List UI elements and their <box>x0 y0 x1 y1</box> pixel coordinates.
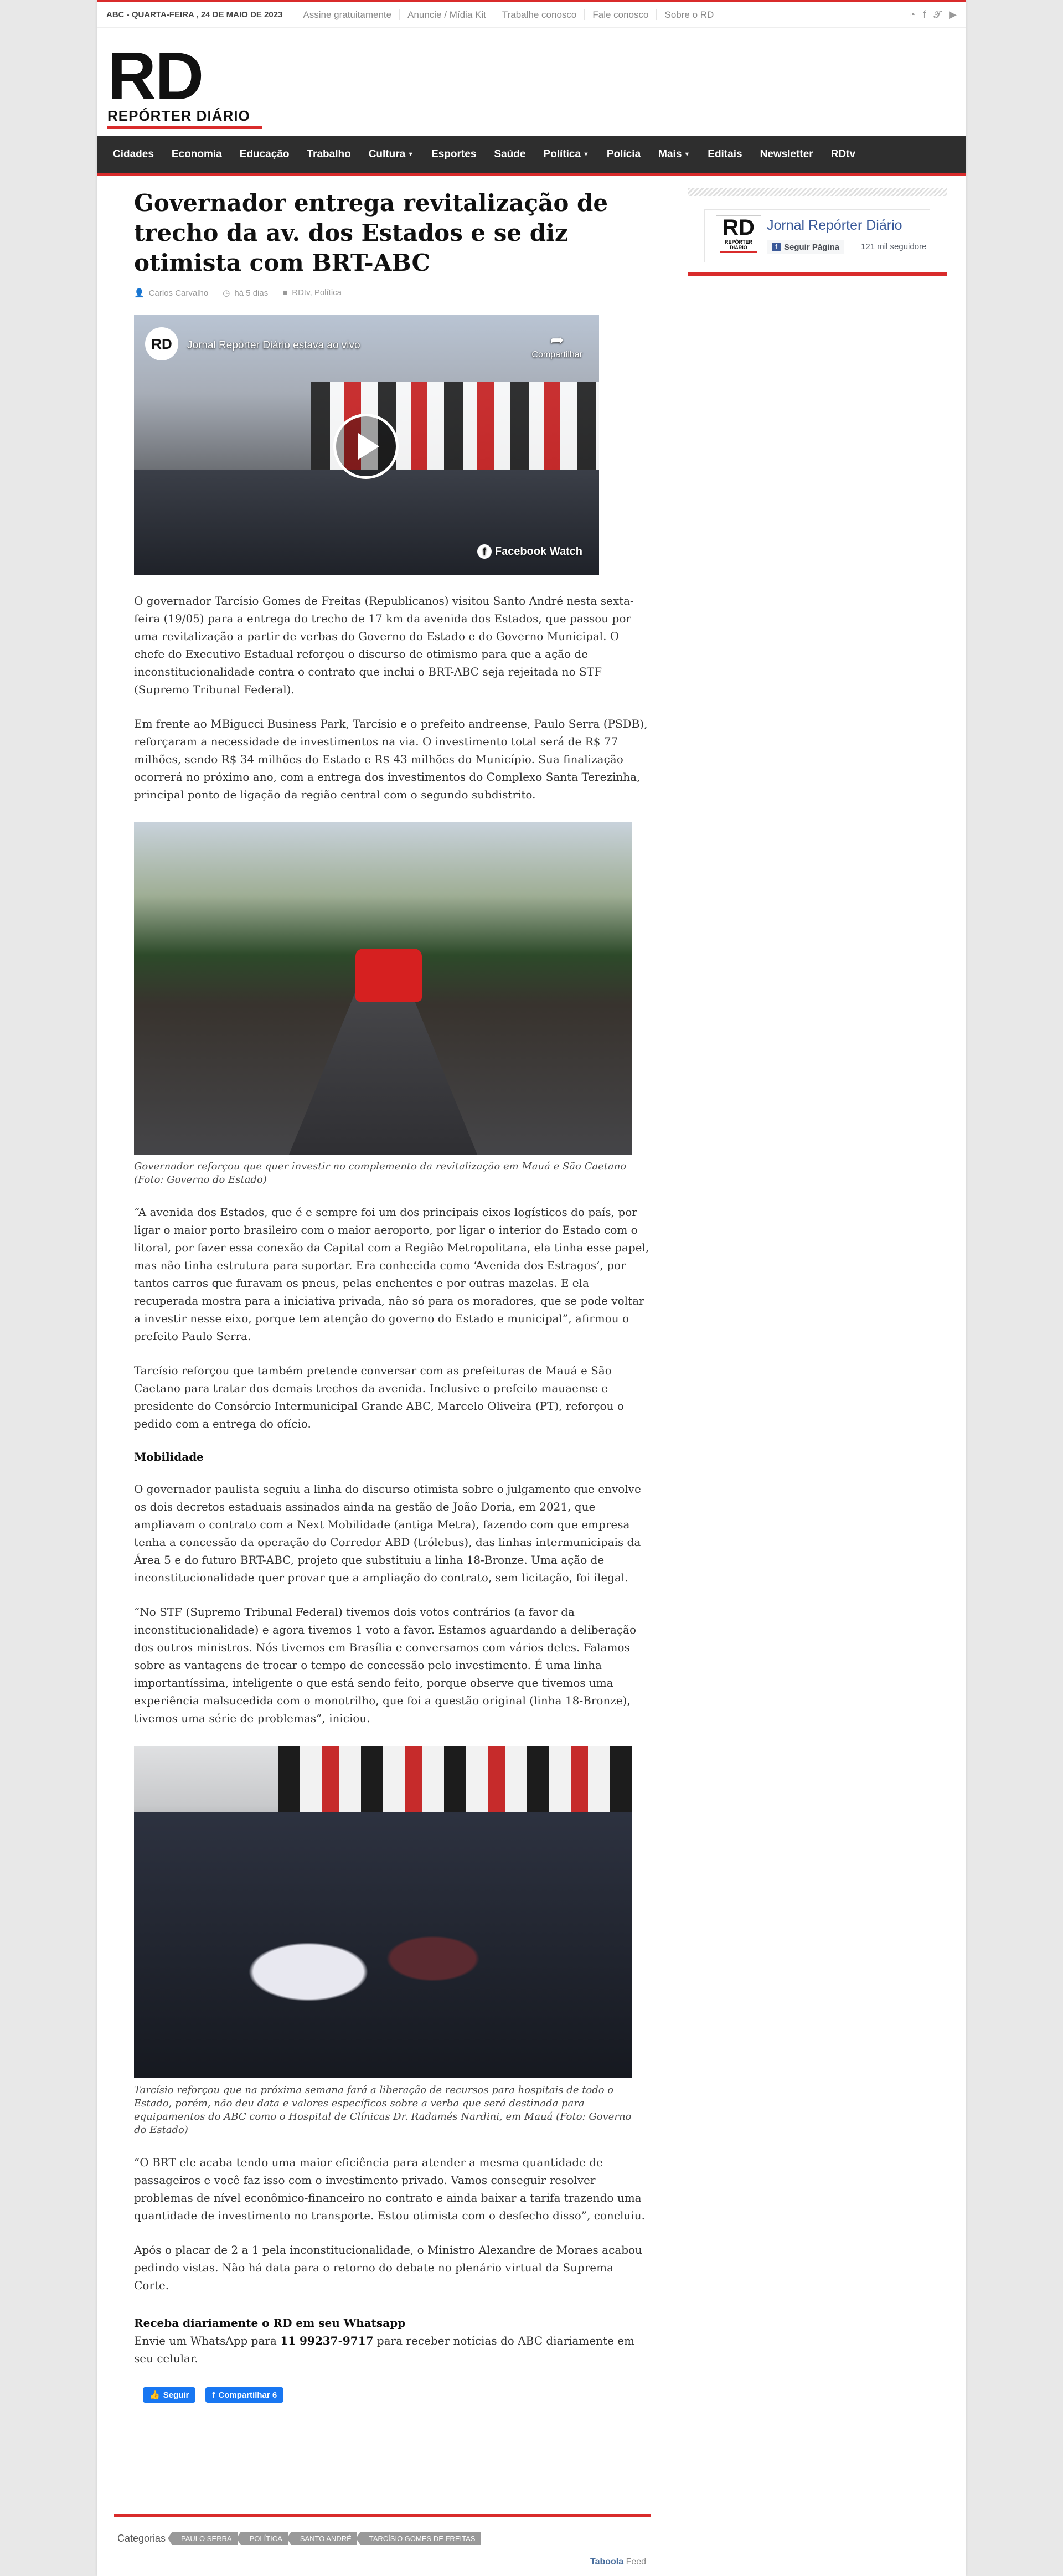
current-date: ABC - QUARTA-FEIRA , 24 DE MAIO DE 2023 <box>106 10 295 19</box>
sidebar-accent-line <box>688 272 947 276</box>
facebook-share-button[interactable] <box>205 2387 283 2403</box>
nav-item-mais[interactable] <box>649 136 699 173</box>
paragraph: Em frente ao MBigucci Business Park, Tarcísio e o prefeito andreense, Paulo Serra (PSDB), reforçaram a necessidade de investimentos na via. O investimento total será de R$ 77 milhões, sendo R$ 34 milhões do Estado e R$ 43 milhões do Município. Sua finalização ocorrerá no próximo ano, com a entrega dos investimentos do Complexo Santa Terezinha, principal ponto de ligação da região central com o segundo subdistrito. <box>134 717 648 801</box>
nav-item-trabalho[interactable] <box>298 136 360 173</box>
red-car-shape <box>355 949 422 1002</box>
tag-politica[interactable]: POLÍTICA <box>241 2532 288 2545</box>
facebook-video-embed[interactable] <box>134 315 599 575</box>
chevron-down-icon: ▼ <box>407 151 414 158</box>
facebook-icon: f <box>477 544 492 559</box>
facebook-page-widget[interactable] <box>704 209 930 262</box>
whatsapp-number[interactable]: 11 99237-9717 <box>280 2334 374 2347</box>
like-label: Seguir <box>163 2390 189 2400</box>
article-author[interactable] <box>134 288 208 298</box>
nav-item-cidades[interactable] <box>104 136 163 173</box>
play-button[interactable] <box>333 414 399 479</box>
play-icon <box>358 433 379 460</box>
nav-item-label: Educação <box>239 148 290 160</box>
watch-label: Facebook Watch <box>494 545 582 558</box>
nav-item-label: Newsletter <box>760 148 813 160</box>
facebook-icon: f <box>212 2390 215 2400</box>
tag-tarcisio[interactable]: TARCÍSIO GOMES DE FREITAS <box>360 2532 481 2545</box>
nav-item-label: Economia <box>171 148 222 160</box>
nav-item-label: Cidades <box>113 148 154 160</box>
page <box>97 0 966 2576</box>
main-nav <box>97 136 966 176</box>
article-body <box>134 592 660 803</box>
share-count-label: Compartilhar 6 <box>218 2390 277 2400</box>
follow-page-button[interactable] <box>767 240 844 254</box>
logo-underline <box>107 126 262 129</box>
video-share-button[interactable] <box>532 331 582 360</box>
tags-label: Categorias <box>117 2532 166 2544</box>
photo-caption: Tarcísio reforçou que na próxima semana fará a liberação de recursos para hospitais de todo o Estado, porém, não deu data e valores específicos sobre a verba que será destinada para equipamentos do ABC como o Hospital de Clínicas Dr. Radamés Nardini, em Mauá (Foto: Governo do Estado) <box>134 2084 632 2136</box>
top-link-about[interactable]: Sobre o RD <box>664 9 714 20</box>
nav-item-label: Editais <box>708 148 742 160</box>
top-links <box>295 9 721 20</box>
top-bar <box>97 2 966 28</box>
photo-caption: Governador reforçou que quer investir no complemento da revitalização em Mauá e São Caetano (Foto: Governo do Estado) <box>134 1161 627 1186</box>
clock-icon: ◷ <box>223 288 230 298</box>
sidebar-stripe <box>688 188 947 196</box>
paragraph: Tarcísio reforçou que também pretende conversar com as prefeituras de Mauá e São Caetano para tratar dos demais trechos da avenida. Inclusive o prefeito mauaense e presidente do Consórcio Intermunicipal Grande ABC, Marcelo Oliveira (PT), reforçou o pedido com a entrega do ofício. <box>134 1364 624 1430</box>
time-text: há 5 dias <box>234 288 269 298</box>
paragraph: O governador Tarcísio Gomes de Freitas (Republicanos) visitou Santo André nesta sexta-feira (19/05) para a entrega do trecho de 17 km da avenida dos Estados, que passou por uma revitalização a partir de verbas do Governo do Estado e do Governo Municipal. O chefe do Executivo Estadual reforçou o discurso de otimismo para que a ação de inconstitucionalidade contra o contrato que inclui o BRT-ABC seja rejeitada no STF (Supremo Tribunal Federal). <box>134 594 634 696</box>
paragraph: “No STF (Supremo Tribunal Federal) tivemos dois votos contrários (a favor da inconstitucionalidade) e agora tivemos 1 voto a favor. Estamos aguardando a deliberação dos outros ministros. Nós tivemos em Brasília e conversamos com vários deles. Falamos sobre as vantagens de trocar o tempo de concessão pelo investimento. É uma linha importantíssima, inteligente o que está sendo feito, porque observe que tivemos uma experiência malsucedida com o monotrilho, que foi a questão original (linha 18-Bronze), tivemos uma série de problemas”, iniciou. <box>134 1605 637 1725</box>
social-buttons <box>143 2387 660 2403</box>
section-heading: Mobilidade <box>134 1450 204 1464</box>
logo-mark: RD <box>107 38 203 114</box>
video-channel-title[interactable]: Jornal Repórter Diário estava ao vivo <box>187 339 360 351</box>
nav-item-saude[interactable] <box>485 136 534 173</box>
thumbs-up-icon: 👍 <box>149 2390 160 2400</box>
channel-avatar[interactable]: RD <box>145 327 178 360</box>
site-logo[interactable] <box>107 38 268 126</box>
nav-item-label: Cultura <box>368 148 406 160</box>
paragraph: “O BRT ele acaba tendo uma maior eficiência para atender a mesma quantidade de passageiros e você faz isso com o investimento privado. Vamos conseguir resolver problemas de nível econômico-financeiro no contrato e ainda baixar a tarifa trazendo uma quantidade de investimento no transporte. Estou otimista com o desfecho disso”, concluiu. <box>134 2156 645 2222</box>
follow-label: Seguir Página <box>784 242 840 252</box>
author-name: Carlos Carvalho <box>148 288 209 298</box>
tag-santo-andre[interactable]: SANTO ANDRÉ <box>291 2532 357 2545</box>
facebook-watch-link[interactable] <box>477 544 582 559</box>
paragraph: “A avenida dos Estados, que é e sempre foi um dos principais eixos logísticos do país, por ligar o maior porto brasileiro com o maior aeroporto, por ligar o interior do Estado com o litoral, por fazer essa conexão da Capital com a Região Metropolitana, ela tinha esse papel, mas não tinha estrutura para suportar. Era conhecida como ‘Avenida dos Estragos’, por tantos carros que furavam os pneus, pelas enchentes e por outras mazelas. E ela recuperada mostra para a iniciativa privada, não só para os moradores, que se pode voltar a investir nesse eixo, porque tem atenção do governo do Estado e municipal”, afirmou o prefeito Paulo Serra. <box>134 1205 649 1343</box>
top-link-advertise[interactable]: Anuncie / Mídia Kit <box>400 9 494 20</box>
article-body <box>134 2153 660 2294</box>
photo-press-conference <box>134 1746 632 2078</box>
article-time <box>223 288 268 298</box>
nav-item-policia[interactable] <box>598 136 649 173</box>
avatar-subtitle: REPÓRTER DIÁRIO <box>724 239 752 250</box>
nav-item-newsletter[interactable] <box>751 136 822 173</box>
twitter-icon[interactable]: 𝓣 <box>933 9 942 20</box>
top-link-careers[interactable]: Trabalhe conosco <box>494 9 585 20</box>
avatar-mark: RD <box>723 215 755 240</box>
taboola-feed: Feed <box>626 2557 647 2567</box>
taboola-feed-label[interactable] <box>590 2557 646 2567</box>
tag-list <box>117 2532 481 2545</box>
folder-icon: ■ <box>282 288 288 297</box>
site-header <box>97 28 966 136</box>
followers-count: 121 mil seguidore <box>861 242 927 251</box>
nav-item-label: Mais <box>658 148 682 160</box>
nav-item-educacao[interactable] <box>231 136 298 173</box>
youtube-icon[interactable]: ▶ <box>949 9 957 20</box>
article-body <box>134 1203 660 1433</box>
paragraph: Após o placar de 2 a 1 pela inconstitucionalidade, o Ministro Alexandre de Moraes acabou pedindo vistas. Não há data para o retorno do debate no plenário virtual da Suprema Corte. <box>134 2243 642 2292</box>
article <box>134 188 660 2403</box>
whatsapp-heading: Receba diariamente o RD em seu Whatsapp <box>134 2316 406 2330</box>
avatar-underline <box>720 251 757 253</box>
whatsapp-post: para receber notícias do ABC diariamente em seu celular. <box>134 2334 635 2365</box>
photo-avenue <box>134 822 632 1155</box>
article-footer-rule <box>114 2514 651 2517</box>
share-icon: ➦ <box>550 331 564 349</box>
article-body <box>134 1480 660 1727</box>
sidebar <box>688 188 947 276</box>
categories-text: RDtv, Política <box>292 288 342 297</box>
nav-item-politica[interactable] <box>534 136 597 173</box>
nav-item-esportes[interactable] <box>422 136 485 173</box>
whatsapp-text <box>134 2332 652 2367</box>
press-people <box>134 1812 632 2078</box>
share-label: Compartilhar <box>532 350 582 359</box>
nav-item-editais[interactable] <box>699 136 751 173</box>
video-crowd <box>134 470 599 575</box>
social-icons <box>909 9 957 20</box>
article-meta <box>134 288 660 307</box>
nav-item-label: Esportes <box>431 148 477 160</box>
whatsapp-pre: Envie um WhatsApp para <box>134 2334 281 2347</box>
taboola-brand: Taboola <box>590 2557 624 2567</box>
nav-item-label: Política <box>543 148 581 160</box>
nav-item-label: RDtv <box>830 148 856 160</box>
rss-icon[interactable]: ◔ <box>909 9 916 20</box>
nav-item-label: Saúde <box>494 148 526 160</box>
nav-item-label: Trabalho <box>307 148 351 160</box>
nav-item-cultura[interactable] <box>360 136 422 173</box>
chevron-down-icon: ▼ <box>583 151 589 158</box>
page-avatar[interactable] <box>716 215 761 255</box>
tag-paulo-serra[interactable]: PAULO SERRA <box>172 2532 238 2545</box>
article-title: Governador entrega revitalização de trecho da av. dos Estados e se diz otimista com BRT-ABC <box>134 189 608 276</box>
nav-item-economia[interactable] <box>163 136 231 173</box>
user-icon: 👤 <box>134 288 145 298</box>
nav-item-rdtv[interactable] <box>822 136 864 173</box>
chevron-down-icon: ▼ <box>684 151 690 158</box>
facebook-icon[interactable]: f <box>923 9 926 20</box>
paragraph: O governador paulista seguiu a linha do discurso otimista sobre o julgamento que envolve os dois decretos estaduais assinados ainda na gestão de João Doria, em 2021, que ampliavam o contrato com a Next Mobilidade (antiga Metra), fazendo com que empresa tenha a concessão da operação do Corredor ABD (trólebus), das linhas intermunicipais da Área 5 e do futuro BRT-ABC, projeto que substituiu a linha 18-Bronze. Uma ação de inconstitucionalidade quer provar que a ampliação do contrato, sem licitação, foi ilegal. <box>134 1482 641 1584</box>
whatsapp-promo <box>134 2314 652 2367</box>
logo-subtitle: REPÓRTER DIÁRIO <box>107 107 250 124</box>
top-link-subscribe[interactable]: Assine gratuitamente <box>295 9 400 20</box>
facebook-like-button[interactable] <box>143 2387 195 2403</box>
article-categories[interactable] <box>282 288 342 298</box>
facebook-icon: f <box>772 243 781 251</box>
fb-page-name[interactable]: Jornal Repórter Diário <box>767 218 902 233</box>
top-link-contact[interactable]: Fale conosco <box>585 9 657 20</box>
nav-item-label: Polícia <box>606 148 641 160</box>
